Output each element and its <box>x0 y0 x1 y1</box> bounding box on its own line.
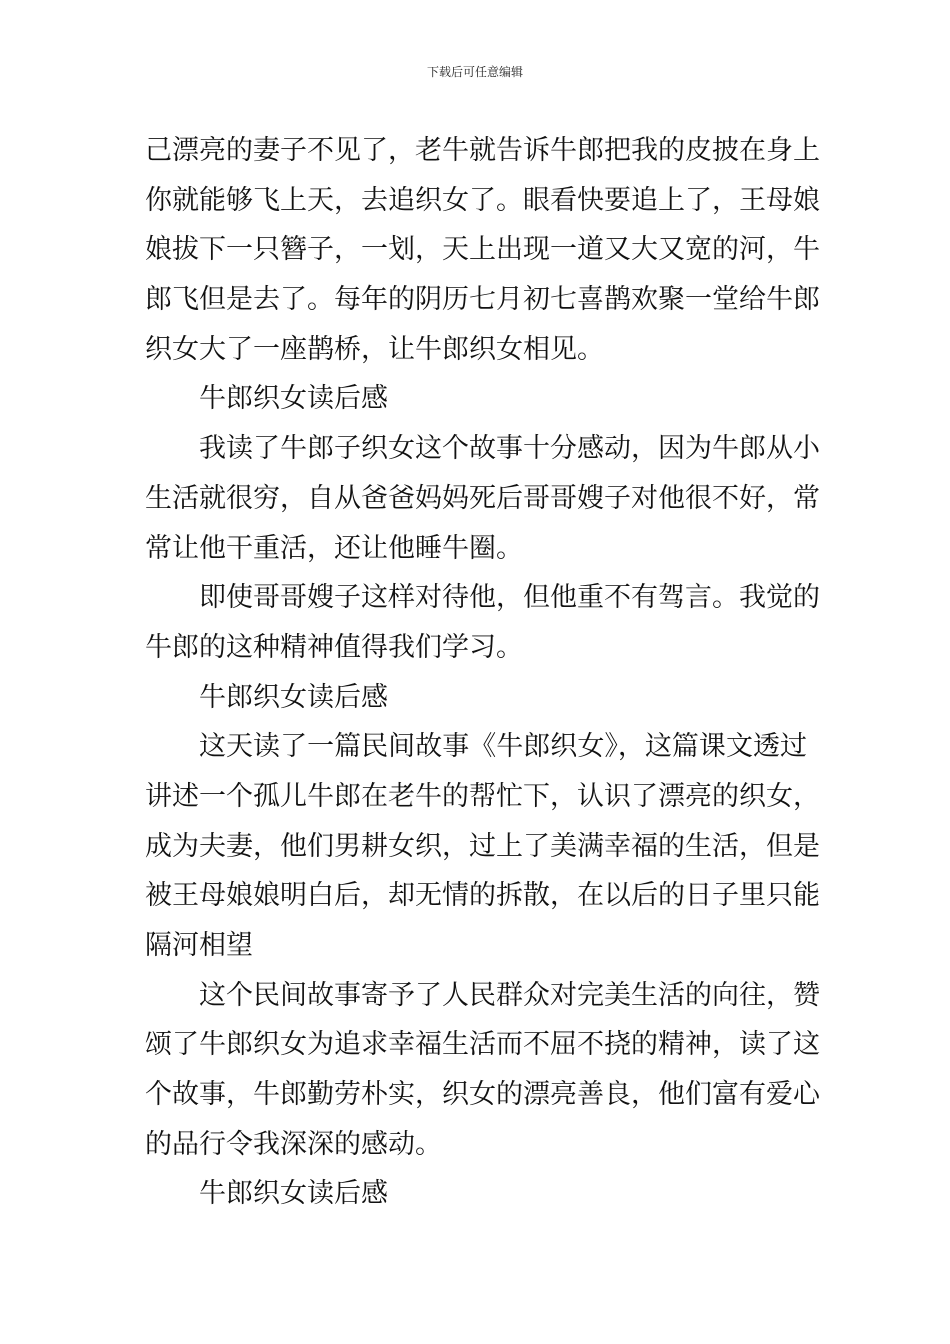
section-heading: 牛郎织女读后感 <box>199 1178 388 1210</box>
text-line: 即使哥哥嫂子这样对待他，但他重不有驾言。我觉的 <box>199 582 820 614</box>
text-line: 个故事，牛郎勤劳朴实，织女的漂亮善良，他们富有爱心 <box>145 1079 820 1111</box>
text-line: 生活就很穷，自从爸爸妈妈死后哥哥嫂子对他很不好，常 <box>145 482 820 514</box>
text-line: 被王母娘娘明白后，却无情的拆散，在以后的日子里只能 <box>145 880 820 912</box>
text-line: 这天读了一篇民间故事《牛郎织女》，这篇课文透过 <box>199 731 807 763</box>
text-line: 娘拔下一只簪子，一划，天上出现一道又大又宽的河，牛 <box>145 234 820 266</box>
text-line: 牛郎的这种精神值得我们学习。 <box>145 631 523 663</box>
text-line: 织女大了一座鹊桥，让牛郎织女相见。 <box>145 333 604 365</box>
page-header: 下载后可任意编辑 <box>426 65 523 79</box>
section-heading: 牛郎织女读后感 <box>199 681 388 713</box>
text-line: 己漂亮的妻子不见了，老牛就告诉牛郎把我的皮披在身上 <box>145 135 820 166</box>
text-line: 郎飞但是去了。每年的阴历七月初七喜鹊欢聚一堂给牛郎 <box>145 284 820 316</box>
text-line: 讲述一个孤儿牛郎在老牛的帮忙下，认识了漂亮的织女， <box>145 780 820 812</box>
text-line: 这个民间故事寄予了人民群众对完美生活的向往，赞 <box>199 979 820 1011</box>
text-line: 常让他干重活，还让他睡牛圈。 <box>145 532 523 564</box>
text-line: 你就能够飞上天，去追织女了。眼看快要追上了，王母娘 <box>145 184 820 216</box>
text-line: 颂了牛郎织女为追求幸福生活而不屈不挠的精神，读了这 <box>145 1029 820 1061</box>
text-line: 隔河相望 <box>145 930 253 961</box>
section-heading: 牛郎织女读后感 <box>199 383 388 415</box>
text-line: 的品行令我深深的感动。 <box>145 1128 442 1160</box>
text-line: 我读了牛郎子织女这个故事十分感动，因为牛郎从小 <box>199 433 820 465</box>
document-body <box>145 126 820 1219</box>
text-line: 成为夫妻，他们男耕女织，过上了美满幸福的生活，但是 <box>145 830 820 862</box>
